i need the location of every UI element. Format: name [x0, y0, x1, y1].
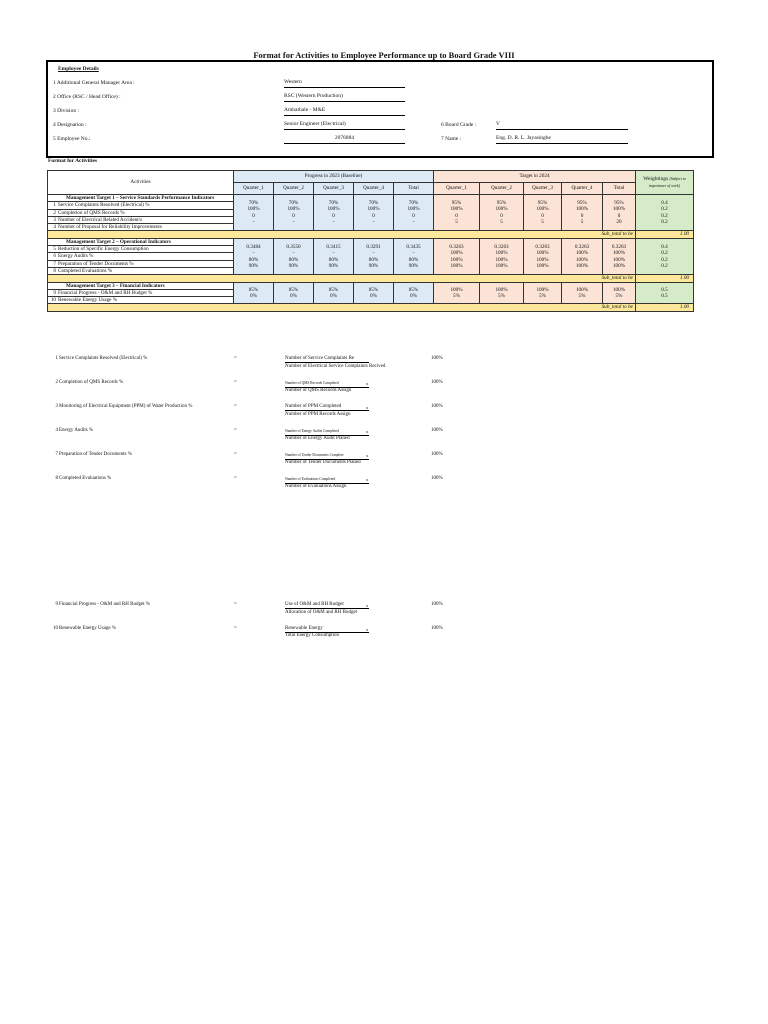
activity-row: 1 Service Complaints Resolved (Electrical) %: [48, 202, 234, 209]
field-label-agm-area: 1 Additional General Manager Area :: [53, 80, 135, 86]
activity-row: 9 Financial Progress - O&M and RH Budget %: [48, 289, 234, 296]
s2-base-q2: 0.3550 - 80% 90%: [274, 238, 314, 274]
s2-weights: 0.4 0.2 0.2 0.2: [636, 238, 694, 274]
s2-target-q3: 0.3263 100% 100% 100%: [524, 238, 562, 274]
target-header: Target in 2024: [434, 171, 636, 183]
field-value-board-grade: V: [496, 121, 628, 130]
format-activities-label: Format for Activities: [48, 158, 98, 164]
s1-weights: 0.4 0.2 0.2 0.2: [636, 195, 694, 231]
weightings-note: (Subject to importance of work): [648, 177, 686, 188]
target-total-header: Total: [603, 183, 636, 195]
s1-target-total: 95% 100% 0 20: [603, 195, 636, 231]
s2-target-total: 0.3263 100% 100% 100%: [603, 238, 636, 274]
field-label-board-grade: 6 Board Grade :: [441, 122, 477, 128]
s3-target-q1: 100% 5%: [434, 282, 480, 304]
section-1-subtotal-label: Sub_total to be: [48, 231, 636, 238]
baseline-q4-header: Quarter_4: [354, 183, 394, 195]
activity-row: 4 Number of Proposal for Reliability Improvements: [48, 224, 234, 231]
s2-target-q2: 0.3263 100% 100% 100%: [480, 238, 524, 274]
field-label-name: 7 Name :: [441, 136, 462, 142]
field-value-name: Eng. D. R. L. Jayasinghe: [496, 135, 628, 144]
field-value-division: Ambathale - M&E: [284, 107, 405, 116]
section-3-subtotal-value: 1.00: [636, 304, 694, 311]
page-title: Format for Activities to Employee Performance up to Board Grade VIII: [253, 50, 515, 60]
baseline-q3-header: Quarter_3: [314, 183, 354, 195]
s3-weights: 0.5 0.5: [636, 282, 694, 304]
target-q2-header: Quarter_2: [480, 183, 524, 195]
s3-target-q4: 100% 5%: [562, 282, 603, 304]
baseline-q1-header: Quarter_1: [234, 183, 274, 195]
s1-target-q4: 95% 100% 0 5: [562, 195, 603, 231]
field-label-division: 3 Division :: [53, 108, 79, 114]
s3-target-total: 100% 5%: [603, 282, 636, 304]
s1-base-q4: 70% 100% 0 -: [354, 195, 394, 231]
s2-target-q1: 0.3263 100% 100% 100%: [434, 238, 480, 274]
activities-header: Activities: [48, 171, 234, 195]
s1-base-q2: 70% 100% 0 -: [274, 195, 314, 231]
field-label-employee-no: 5 Employee No.:: [53, 136, 91, 142]
activity-row: 2 Completion of QMS Records %: [48, 209, 234, 216]
employee-details-header: Employee Details: [58, 66, 99, 72]
section-1-title: Management Target 1 – Service Standards Performance Indicators: [48, 195, 234, 202]
baseline-header: Progress in 2023 (Baseline): [234, 171, 434, 183]
weightings-header: [636, 171, 694, 195]
activity-row: 6 Energy Audits %: [48, 253, 234, 260]
target-q3-header: Quarter_3: [524, 183, 562, 195]
s1-target-q2: 95% 100% 0 5: [480, 195, 524, 231]
field-label-office: 2 Office (RSC / Head Office) :: [53, 94, 121, 100]
activity-row: 5 Reduction of Specific Energy Consumption: [48, 246, 234, 253]
s2-base-q1: 0.3484 - 80% 90%: [234, 238, 274, 274]
s3-target-q2: 100% 5%: [480, 282, 524, 304]
s3-target-q3: 100% 5%: [524, 282, 562, 304]
s1-base-q1: 70% 100% 0 -: [234, 195, 274, 231]
target-q1-header: Quarter_1: [434, 183, 480, 195]
s2-base-q3: 0.3415 - 80% 90%: [314, 238, 354, 274]
s3-base-total: 85% 0%: [394, 282, 434, 304]
s2-base-total: 0.3435 - 80% 90%: [394, 238, 434, 274]
section-2-title: Management Target 2 – Operational Indicators: [48, 238, 234, 245]
field-value-office: RSC (Western Production): [284, 93, 405, 102]
target-q4-header: Quarter_4: [562, 183, 603, 195]
s1-target-q3: 95% 100% 0 5: [524, 195, 562, 231]
s2-target-q4: 0.3263 100% 100% 100%: [562, 238, 603, 274]
activity-row: 3 Number of Electrical Related Accident/s: [48, 216, 234, 223]
field-value-designation: Senior Engineer (Electrical): [284, 121, 405, 130]
section-1-subtotal-value: 1.00: [636, 231, 694, 238]
field-value-agm-area: Western: [284, 79, 405, 88]
s3-base-q3: 85% 0%: [314, 282, 354, 304]
s1-base-total: 70% 100% 0 -: [394, 195, 434, 231]
section-3-subtotal-label: Sub_total to be: [48, 304, 636, 311]
activity-row: 8 Completed Evaluations %: [48, 267, 234, 274]
section-2-subtotal-value: 1.00: [636, 275, 694, 282]
s1-base-q3: 70% 100% 0 -: [314, 195, 354, 231]
s2-base-q4: 0.3291 - 80% 90%: [354, 238, 394, 274]
activities-table: [47, 170, 694, 312]
s3-base-q4: 85% 0%: [354, 282, 394, 304]
field-label-designation: 4 Designation :: [53, 122, 87, 128]
weightings-title: Weightings: [643, 176, 669, 183]
activity-row: 7 Preparation of Tender Documents %: [48, 260, 234, 267]
s3-base-q1: 85% 0%: [234, 282, 274, 304]
baseline-q2-header: Quarter_2: [274, 183, 314, 195]
field-value-employee-no: 2076884: [284, 135, 405, 144]
s1-target-q1: 95% 100% 0 5: [434, 195, 480, 231]
section-3-title: Management Target 3 – Financial Indicators: [48, 282, 234, 289]
activity-row: 10 Renewable Energy Usage %: [48, 297, 234, 304]
section-2-subtotal-label: Sub_total to be: [48, 275, 636, 282]
baseline-total-header: Total: [394, 183, 434, 195]
s3-base-q2: 85% 0%: [274, 282, 314, 304]
